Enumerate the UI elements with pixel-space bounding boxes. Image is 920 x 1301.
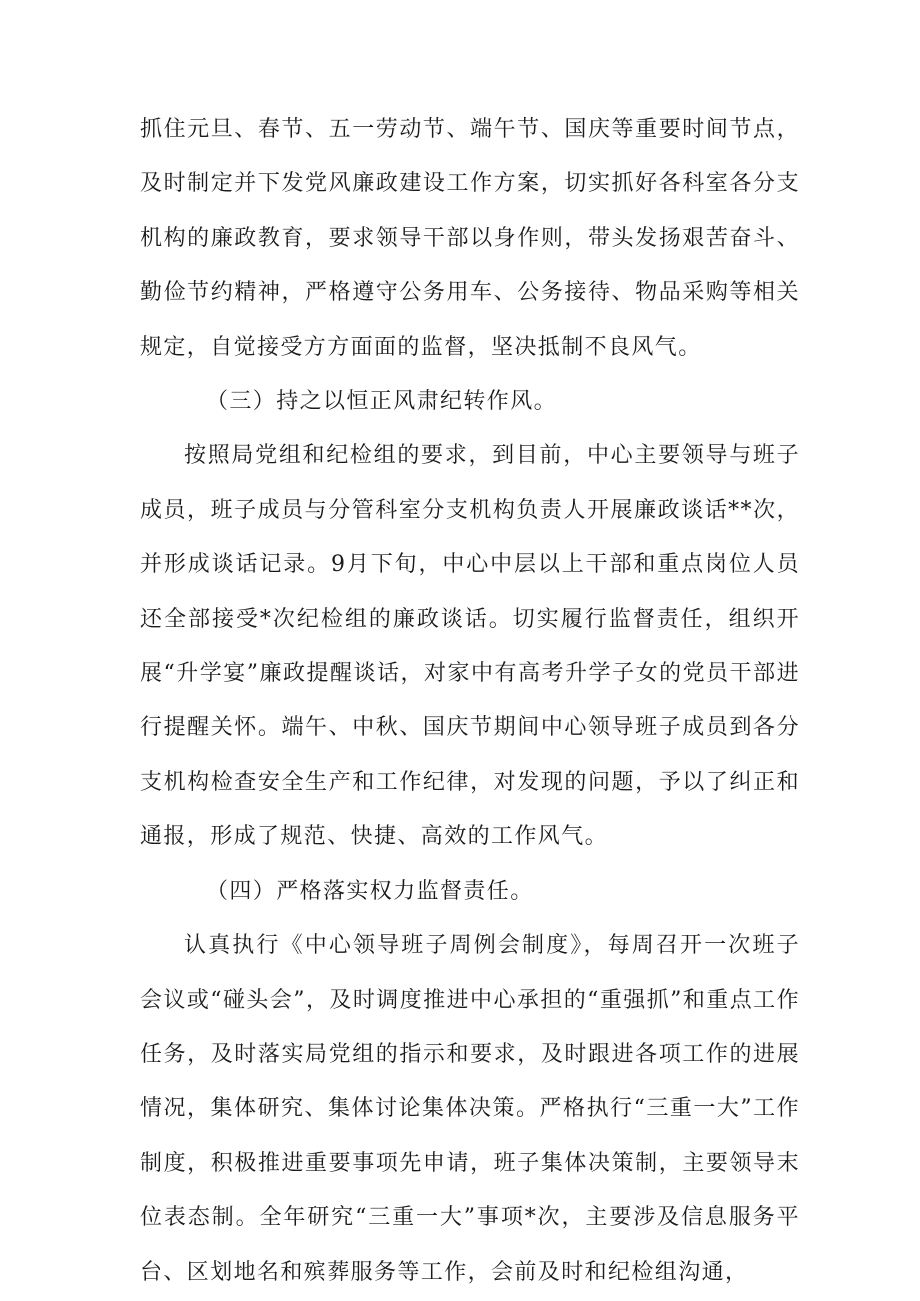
section-heading-3: （三）持之以恒正风肃纪转作风。 bbox=[206, 389, 558, 415]
paragraph-continuation: 抓住元旦、春节、五一劳动节、端午节、国庆等重要时间节点，及时制定并下发党风廉政建设工作方案，切实抓好各科室各分支机构的廉政教育，要求领导干部以身作则，带头发扬艰苦奋斗、勤俭节约精神，严格遵守公务用车、公务接待、物品采购等相关规定，自觉接受方方面面的监督，坚决抵制不良风气。 bbox=[140, 117, 800, 360]
document-body bbox=[140, 103, 800, 1300]
section-heading-4: （四）严格落实权力监督责任。 bbox=[206, 878, 534, 904]
paragraph-power-supervision: 认真执行《中心领导班子周例会制度》，每周召开一次班子会议或“碰头会”，及时调度推进中心承担的“重强抓”和重点工作任务，及时落实局党组的指示和要求，及时跟进各项工作的进展情况，集体研究、集体讨论集体决策。严格执行“三重一大”工作制度，积极推进重要事项先申请，班子集体决策制，主要领导末位表态制。全年研究“三重一大”事项*次，主要涉及信息服务平台、区划地名和殡葬服务等工作，会前及时和纪检组沟通， bbox=[140, 933, 800, 1285]
paragraph-integrity-talks: 按照局党组和纪检组的要求，到目前，中心主要领导与班子成员，班子成员与分管科室分支机构负责人开展廉政谈话**次，并形成谈话记录。9月下旬，中心中层以上干部和重点岗位人员还全部接受*次纪检组的廉政谈话。切实履行监督责任，组织开展“升学宴”廉政提醒谈话，对家中有高考升学子女的党员干部进行提醒关怀。端午、中秋、国庆节期间中心领导班子成员到各分支机构检查安全生产和工作纪律，对发现的问题，予以了纠正和通报，形成了规范、快捷、高效的工作风气。 bbox=[140, 443, 800, 850]
